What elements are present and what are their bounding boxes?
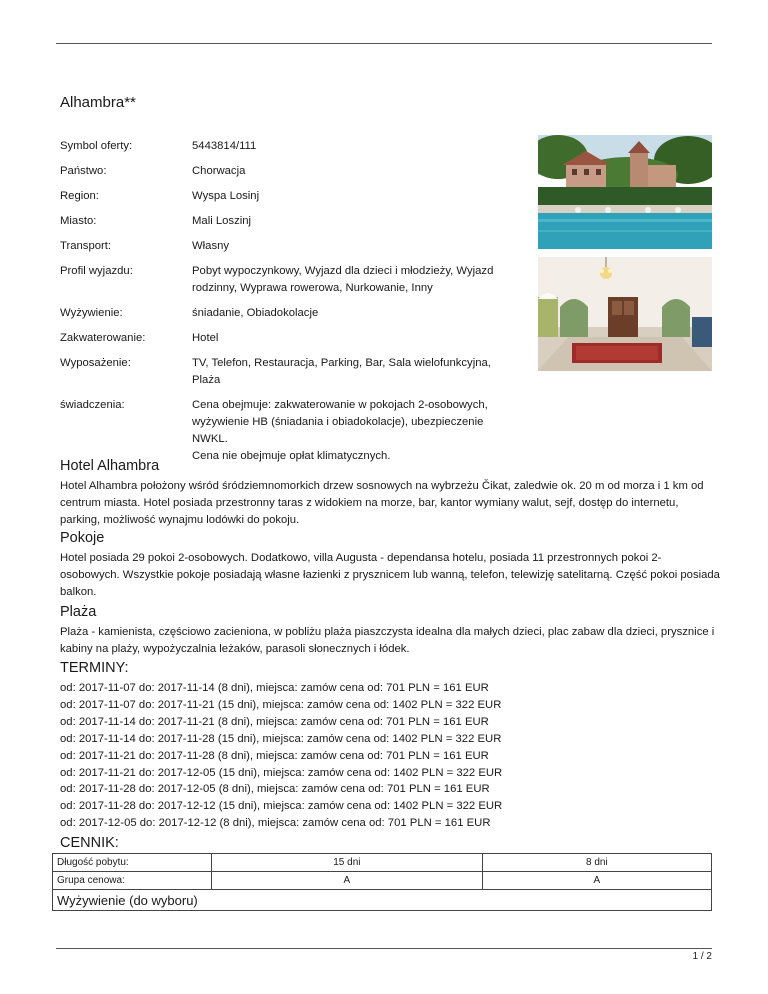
info-label: Symbol oferty: — [60, 140, 133, 152]
info-value: Pobyt wypoczynkowy, Wyjazd dla dzieci i młodzieży, Wyjazd rodzinny, Wyprawa rowerowa, Nurkowanie, Inny — [192, 265, 494, 294]
table-cell: A — [482, 872, 711, 890]
date-item: od: 2017-11-14 do: 2017-11-21 (8 dni), miejsca: zamów cena od: 701 PLN = 161 EUR — [60, 715, 489, 728]
hotel-section-title: Hotel Alhambra — [60, 458, 160, 474]
table-footer-cell: Wyżywienie (do wyboru) — [53, 890, 712, 911]
info-row-symbol — [60, 138, 530, 155]
rooms-section-body: Hotel posiada 29 pokoi 2-osobowych. Dodatkowo, villa Augusta - dependansa hotelu, posiada 11 przestronnych pokoi 2-osobowych. Wszystkie pokoje posiadają własne łazienki z prysznicem lub wanną, telefon, telewizję satelitarną. Część pokoi posiada balkon. — [60, 552, 720, 598]
dates-section — [60, 660, 720, 832]
info-label: Profil wyjazdu: — [60, 265, 133, 277]
info-row-city — [60, 213, 530, 230]
date-item: od: 2017-11-14 do: 2017-11-28 (15 dni), miejsca: zamów cena od: 1402 PLN = 322 EUR — [60, 732, 502, 745]
services-excluded: Cena nie obejmuje opłat klimatycznych. — [192, 450, 391, 462]
info-label: Region: — [60, 190, 99, 202]
date-item: od: 2017-11-28 do: 2017-12-05 (8 dni), miejsca: zamów cena od: 701 PLN = 161 EUR — [60, 783, 490, 796]
info-value: Mali Loszinj — [192, 215, 252, 227]
info-label: Miasto: — [60, 215, 97, 227]
table-cell: Długość pobytu: — [53, 854, 212, 872]
top-divider — [56, 43, 712, 44]
rooms-section — [60, 530, 720, 601]
rooms-section-title: Pokoje — [60, 530, 105, 546]
price-table — [52, 853, 712, 911]
page-number: 1 / 2 — [692, 951, 712, 962]
info-row-trip-profile — [60, 263, 530, 297]
table-cell: Grupa cenowa: — [53, 872, 212, 890]
dates-list — [60, 680, 720, 832]
info-value: TV, Telefon, Restauracja, Parking, Bar, Sala wielofunkcyjna, Plaża — [192, 357, 491, 386]
price-list-section — [60, 835, 720, 855]
beach-section-body: Plaża - kamienista, częściowo zacieniona, w pobliżu plaża piaszczysta idealna dla małych dzieci, plac zabaw dla dzieci, prysznice i kabiny na plaży, wypożyczalnia leżaków, parasoli słonecznych i łódek. — [60, 626, 715, 655]
price-list-title: CENNIK: — [60, 835, 119, 851]
date-item: od: 2017-11-07 do: 2017-11-14 (8 dni), miejsca: zamów cena od: 701 PLN = 161 EUR — [60, 682, 489, 694]
table-cell: 15 dni — [212, 854, 483, 872]
table-row — [53, 872, 712, 890]
table-row — [53, 854, 712, 872]
table-row — [53, 890, 712, 911]
hotel-photos — [538, 135, 712, 379]
beach-section — [60, 604, 720, 658]
info-value — [192, 397, 522, 465]
info-label: Zakwaterowanie: — [60, 332, 146, 344]
info-row-board — [60, 305, 530, 322]
info-row-accommodation — [60, 330, 530, 347]
table-cell: 8 dni — [482, 854, 711, 872]
offer-info-table — [60, 138, 530, 473]
info-label: Państwo: — [60, 165, 107, 177]
info-value: Wyspa Losinj — [192, 190, 260, 202]
dates-section-title: TERMINY: — [60, 660, 129, 676]
hotel-interior-photo — [538, 257, 712, 371]
info-label: Transport: — [60, 240, 112, 252]
hotel-exterior-photo — [538, 135, 712, 249]
info-label: Wyżywienie: — [60, 307, 123, 319]
date-item: od: 2017-11-21 do: 2017-12-05 (15 dni), miejsca: zamów cena od: 1402 PLN = 322 EUR — [60, 766, 503, 779]
info-value: 5443814/111 — [192, 140, 257, 152]
beach-section-title: Plaża — [60, 604, 97, 620]
services-included: Cena obejmuje: zakwaterowanie w pokojach 2-osobowych, wyżywienie HB (śniadania i obiadokolacje), ubezpieczenie NWKL. — [192, 399, 488, 445]
info-value: śniadanie, Obiadokolacje — [192, 307, 319, 319]
date-item: od: 2017-11-21 do: 2017-11-28 (8 dni), miejsca: zamów cena od: 701 PLN = 161 EUR — [60, 749, 489, 762]
date-item: od: 2017-11-07 do: 2017-11-21 (15 dni), miejsca: zamów cena od: 1402 PLN = 322 EUR — [60, 698, 502, 711]
date-item: od: 2017-11-28 do: 2017-12-12 (15 dni), miejsca: zamów cena od: 1402 PLN = 322 EUR — [60, 800, 503, 813]
info-row-region — [60, 188, 530, 205]
info-label: świadczenia: — [60, 399, 125, 411]
info-label: Wyposażenie: — [60, 357, 131, 369]
date-item: od: 2017-12-05 do: 2017-12-12 (8 dni), miejsca: zamów cena od: 701 PLN = 161 EUR — [60, 817, 491, 830]
info-row-services — [60, 397, 530, 465]
hotel-section-body: Hotel Alhambra położony wśród śródziemnomorkich drzew sosnowych na wybrzeżu Čikat, zaledwie ok. 20 m od morza i 1 km od centrum miasta. Hotel posiada przestronny taras z widokiem na morze, bar, kantor wymiany walut, sejf, dostęp do internetu, parking, możliwość wynajmu lodówki do pokoju. — [60, 480, 704, 526]
info-row-transport — [60, 238, 530, 255]
hotel-section — [60, 458, 720, 529]
offer-title: Alhambra** — [60, 94, 136, 111]
info-value: Hotel — [192, 332, 219, 344]
info-value: Własny — [192, 240, 230, 252]
info-row-country — [60, 163, 530, 180]
table-cell: A — [212, 872, 483, 890]
info-row-amenities — [60, 355, 530, 389]
bottom-divider — [56, 948, 712, 949]
info-value: Chorwacja — [192, 165, 246, 177]
